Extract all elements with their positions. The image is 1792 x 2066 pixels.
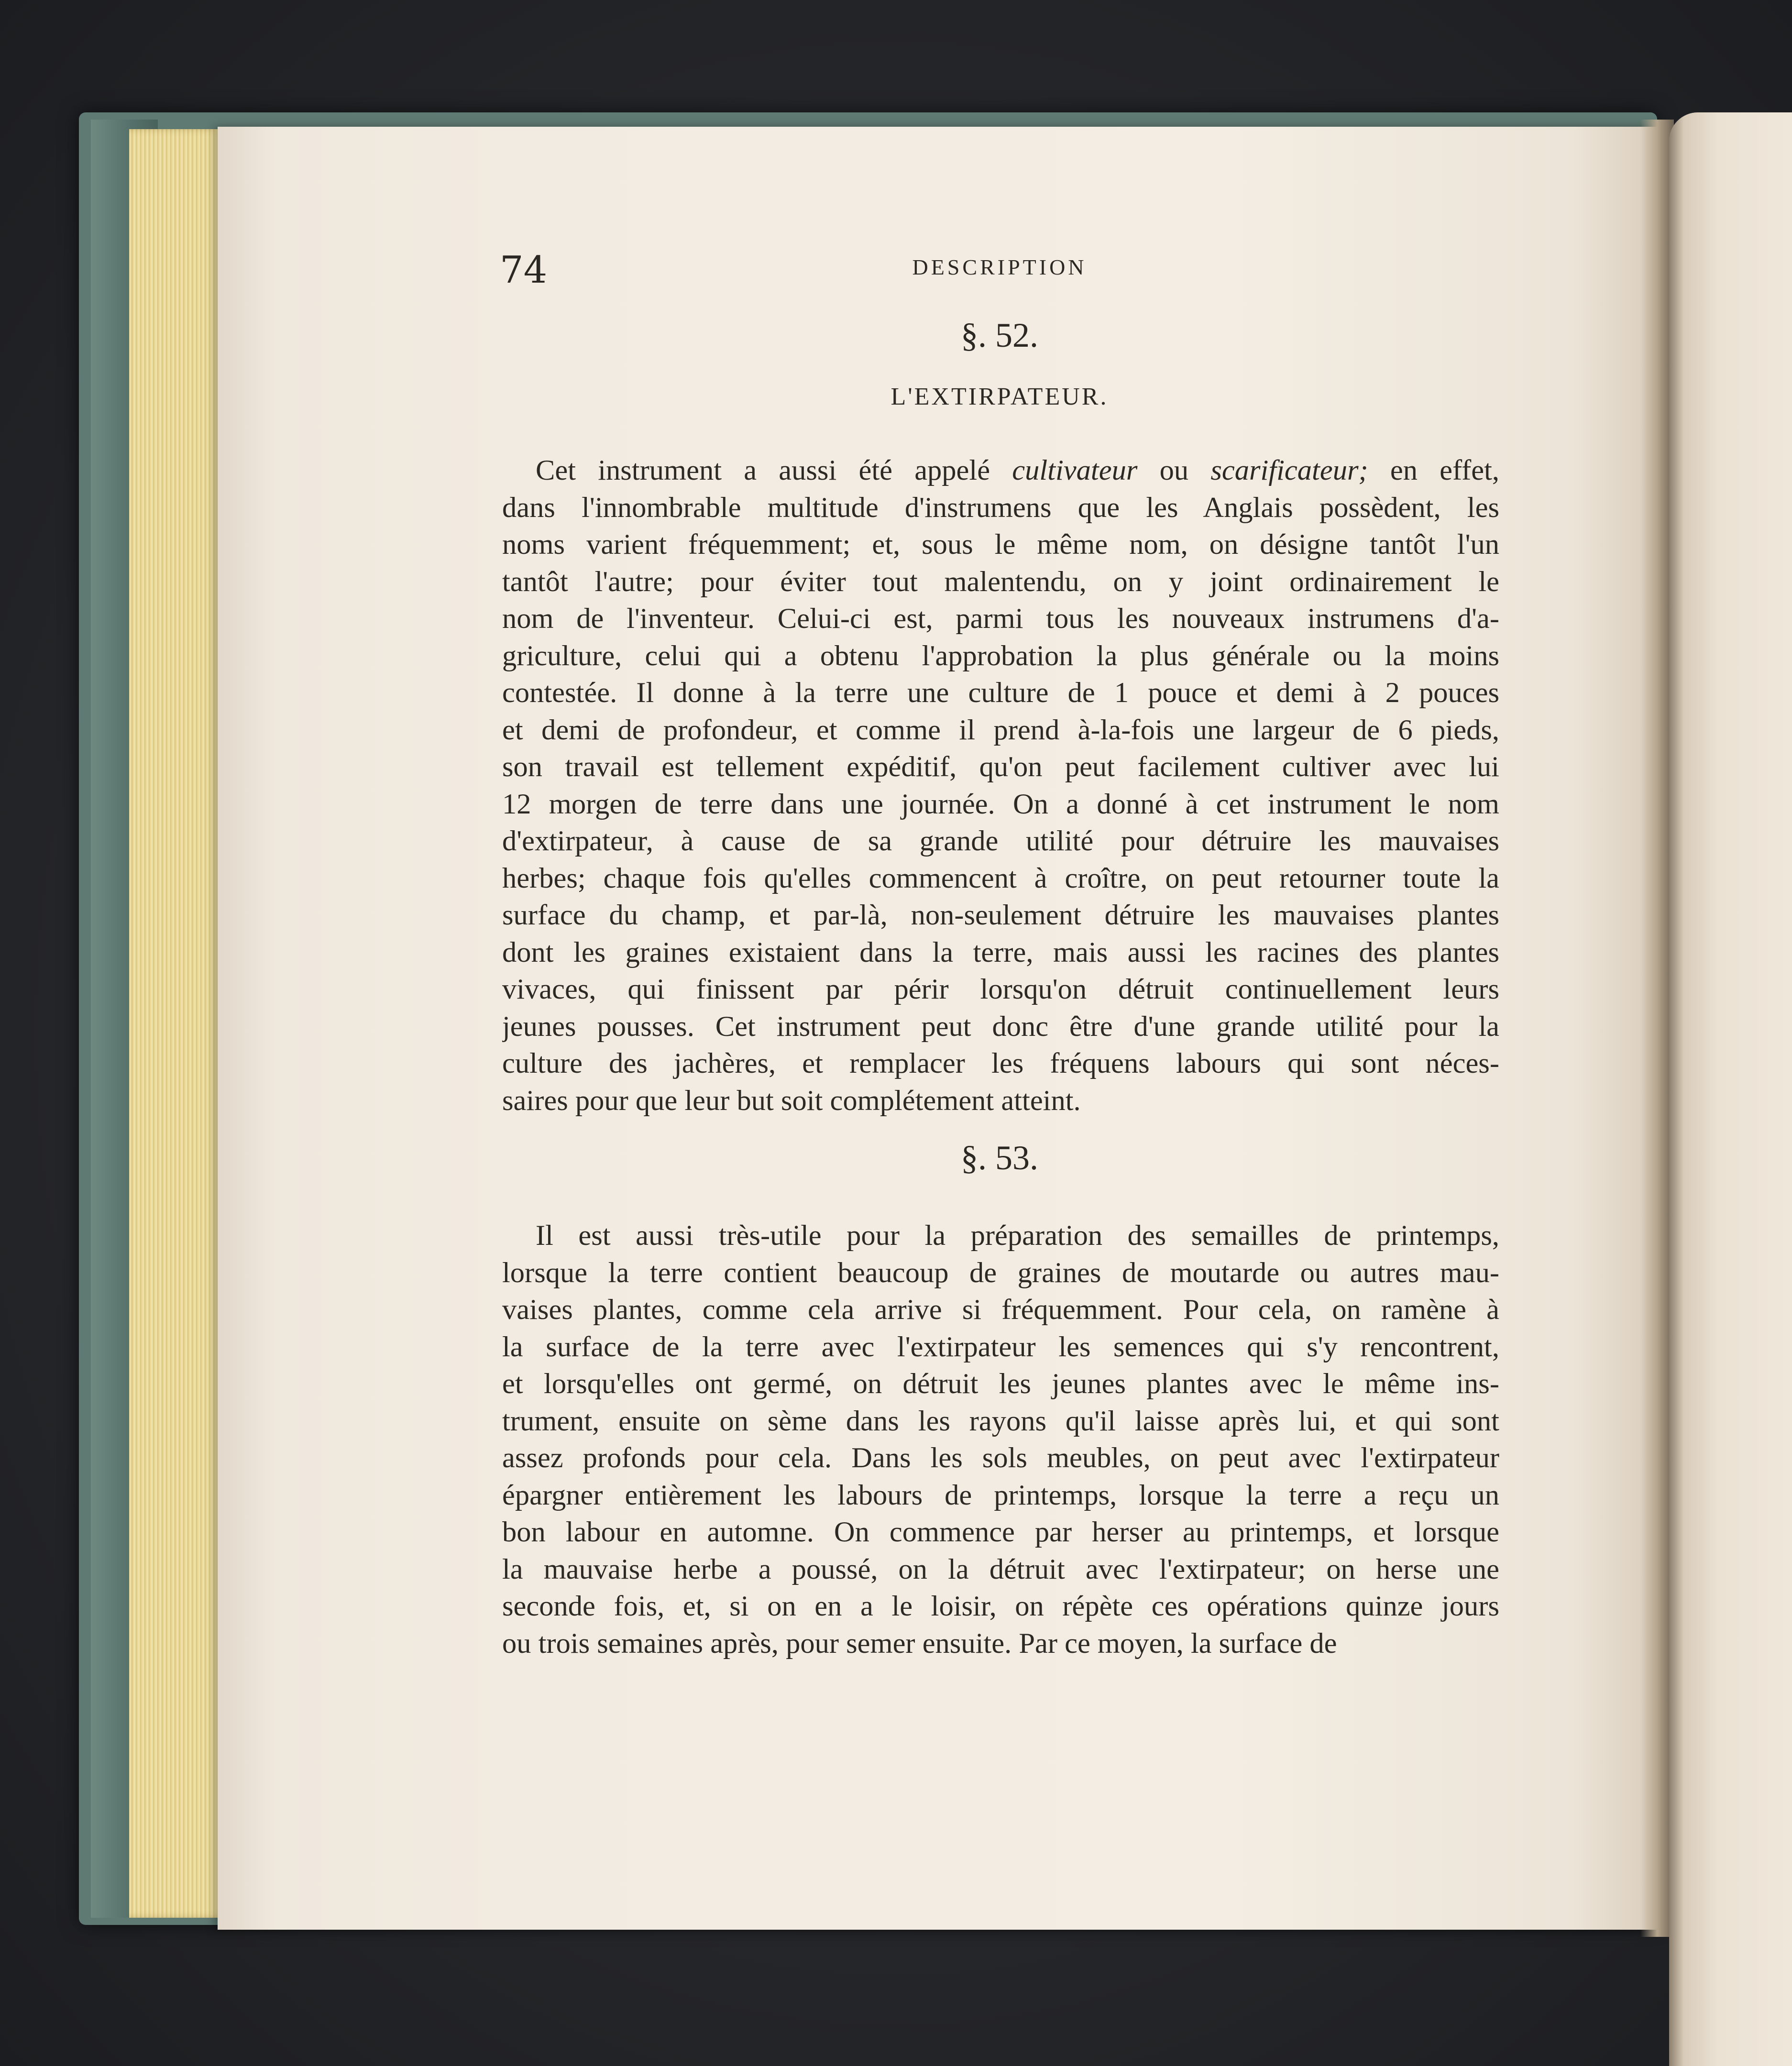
text-line xyxy=(502,1477,1499,1514)
text-run: griculture, celui qui a obtenu l'approbation la plus générale ou la moins xyxy=(502,639,1499,672)
text-run: dont les graines existaient dans la terre, mais aussi les racines des plantes xyxy=(502,936,1499,968)
text-line xyxy=(502,897,1499,934)
text-run: nom de l'inventeur. Celui-ci est, parmi tous les nouveaux instrumens d'a- xyxy=(502,603,1499,635)
text-line xyxy=(502,526,1499,563)
text-run: vaises plantes, comme cela arrive si fréquemment. Pour cela, on ramène à xyxy=(502,1294,1499,1326)
section-number: §. 52. xyxy=(961,316,1038,354)
text-line xyxy=(502,823,1499,860)
text-run: épargner entièrement les labours de printemps, lorsque la terre a reçu un xyxy=(502,1479,1499,1511)
text-run: tantôt l'autre; pour éviter tout malentendu, on y joint ordinairement le xyxy=(502,565,1499,598)
text-run: jeunes pousses. Cet instrument peut donc être d'une grande utilité pour la xyxy=(502,1010,1499,1043)
text-line xyxy=(502,1254,1499,1292)
text-run: lorsque la terre contient beaucoup de graines de moutarde ou autres mau- xyxy=(502,1256,1499,1289)
text-run: trument, ensuite on sème dans les rayons qu'il laisse après lui, et qui sont xyxy=(502,1405,1499,1437)
text-run: seconde fois, et, si on en a le loisir, on répète ces opérations quinze jours xyxy=(502,1590,1499,1622)
paragraph xyxy=(502,452,1499,1119)
text-line xyxy=(502,489,1499,527)
text-run: herbes; chaque fois qu'elles commencent à croître, on peut retourner toute la xyxy=(502,862,1499,894)
text-run: bon labour en automne. On commence par herser au printemps, et lorsque xyxy=(502,1516,1499,1548)
text-run: la mauvaise herbe a poussé, on la détruit avec l'extirpateur; on herse une xyxy=(502,1553,1499,1585)
text-line xyxy=(502,600,1499,637)
text-line xyxy=(502,712,1499,749)
section-number: §. 53. xyxy=(961,1139,1038,1177)
text-run: ou trois semaines après, pour semer ensuite. Par ce moyen, la surface de xyxy=(502,1627,1337,1659)
italic-term: scarificateur; xyxy=(1210,454,1368,486)
text-line xyxy=(502,1008,1499,1045)
text-line xyxy=(502,1440,1499,1477)
text-line xyxy=(502,1514,1499,1551)
text-line xyxy=(502,1403,1499,1440)
text-run: d'extirpateur, à cause de sa grande utilité pour détruire les mauvaises xyxy=(502,825,1499,857)
text-line xyxy=(502,563,1499,601)
text-run: en effet, xyxy=(1368,454,1499,486)
text-line xyxy=(502,1082,1499,1120)
text-line xyxy=(502,637,1499,675)
text-line xyxy=(502,971,1499,1008)
running-title: DESCRIPTION xyxy=(912,255,1087,279)
text-run: la surface de la terre avec l'extirpateur les semences qui s'y rencontrent, xyxy=(502,1330,1499,1363)
text-line xyxy=(502,1329,1499,1366)
section-title: L'EXTIRPATEUR. xyxy=(891,383,1109,410)
text-line xyxy=(502,1365,1499,1403)
text-run: noms varient fréquemment; et, sous le même nom, on désigne tantôt l'un xyxy=(502,528,1499,560)
text-line xyxy=(502,934,1499,971)
text-run: et demi de profondeur, et comme il prend à-la-fois une largeur de 6 pieds, xyxy=(502,714,1499,746)
text-line xyxy=(502,452,1499,489)
text-line xyxy=(502,1045,1499,1082)
italic-term: cultivateur xyxy=(1012,454,1138,486)
text-run: surface du champ, et par-là, non-seulement détruire les mauvaises plantes xyxy=(502,899,1499,931)
text-run: vivaces, qui finissent par périr lorsqu'on détruit continuellement leurs xyxy=(502,973,1499,1005)
text-line xyxy=(502,1291,1499,1329)
text-run: 12 morgen de terre dans une journée. On a donné à cet instrument le nom xyxy=(502,788,1499,820)
text-line xyxy=(502,748,1499,786)
right-page-edge xyxy=(1669,112,1792,2066)
text-run: saires pour que leur but soit complétement atteint. xyxy=(502,1084,1081,1117)
text-line xyxy=(502,860,1499,897)
text-line xyxy=(502,1217,1499,1254)
text-run: Cet instrument a aussi été appelé xyxy=(536,454,1012,486)
text-line xyxy=(502,1625,1499,1662)
text-run: dans l'innombrable multitude d'instrumens que les Anglais possèdent, les xyxy=(502,491,1499,524)
text-run: son travail est tellement expéditif, qu'on peut facilement cultiver avec lui xyxy=(502,751,1499,783)
text-line xyxy=(502,1551,1499,1588)
text-line xyxy=(502,1588,1499,1625)
text-run: Il est aussi très-utile pour la préparation des semailles de printemps, xyxy=(536,1220,1499,1252)
text-line xyxy=(502,674,1499,712)
paragraph xyxy=(502,1217,1499,1662)
text-run: assez profonds pour cela. Dans les sols meubles, on peut avec l'extirpateur xyxy=(502,1442,1499,1474)
text-line xyxy=(502,786,1499,823)
text-run: ou xyxy=(1137,454,1211,486)
page-number: 74 xyxy=(500,249,548,292)
text-run: contestée. Il donne à la terre une culture de 1 pouce et demi à 2 pouces xyxy=(502,677,1499,709)
text-run: et lorsqu'elles ont germé, on détruit les jeunes plantes avec le même ins- xyxy=(502,1368,1499,1400)
text-run: culture des jachères, et remplacer les fréquens labours qui sont néces- xyxy=(502,1047,1499,1079)
running-head xyxy=(500,249,1499,292)
